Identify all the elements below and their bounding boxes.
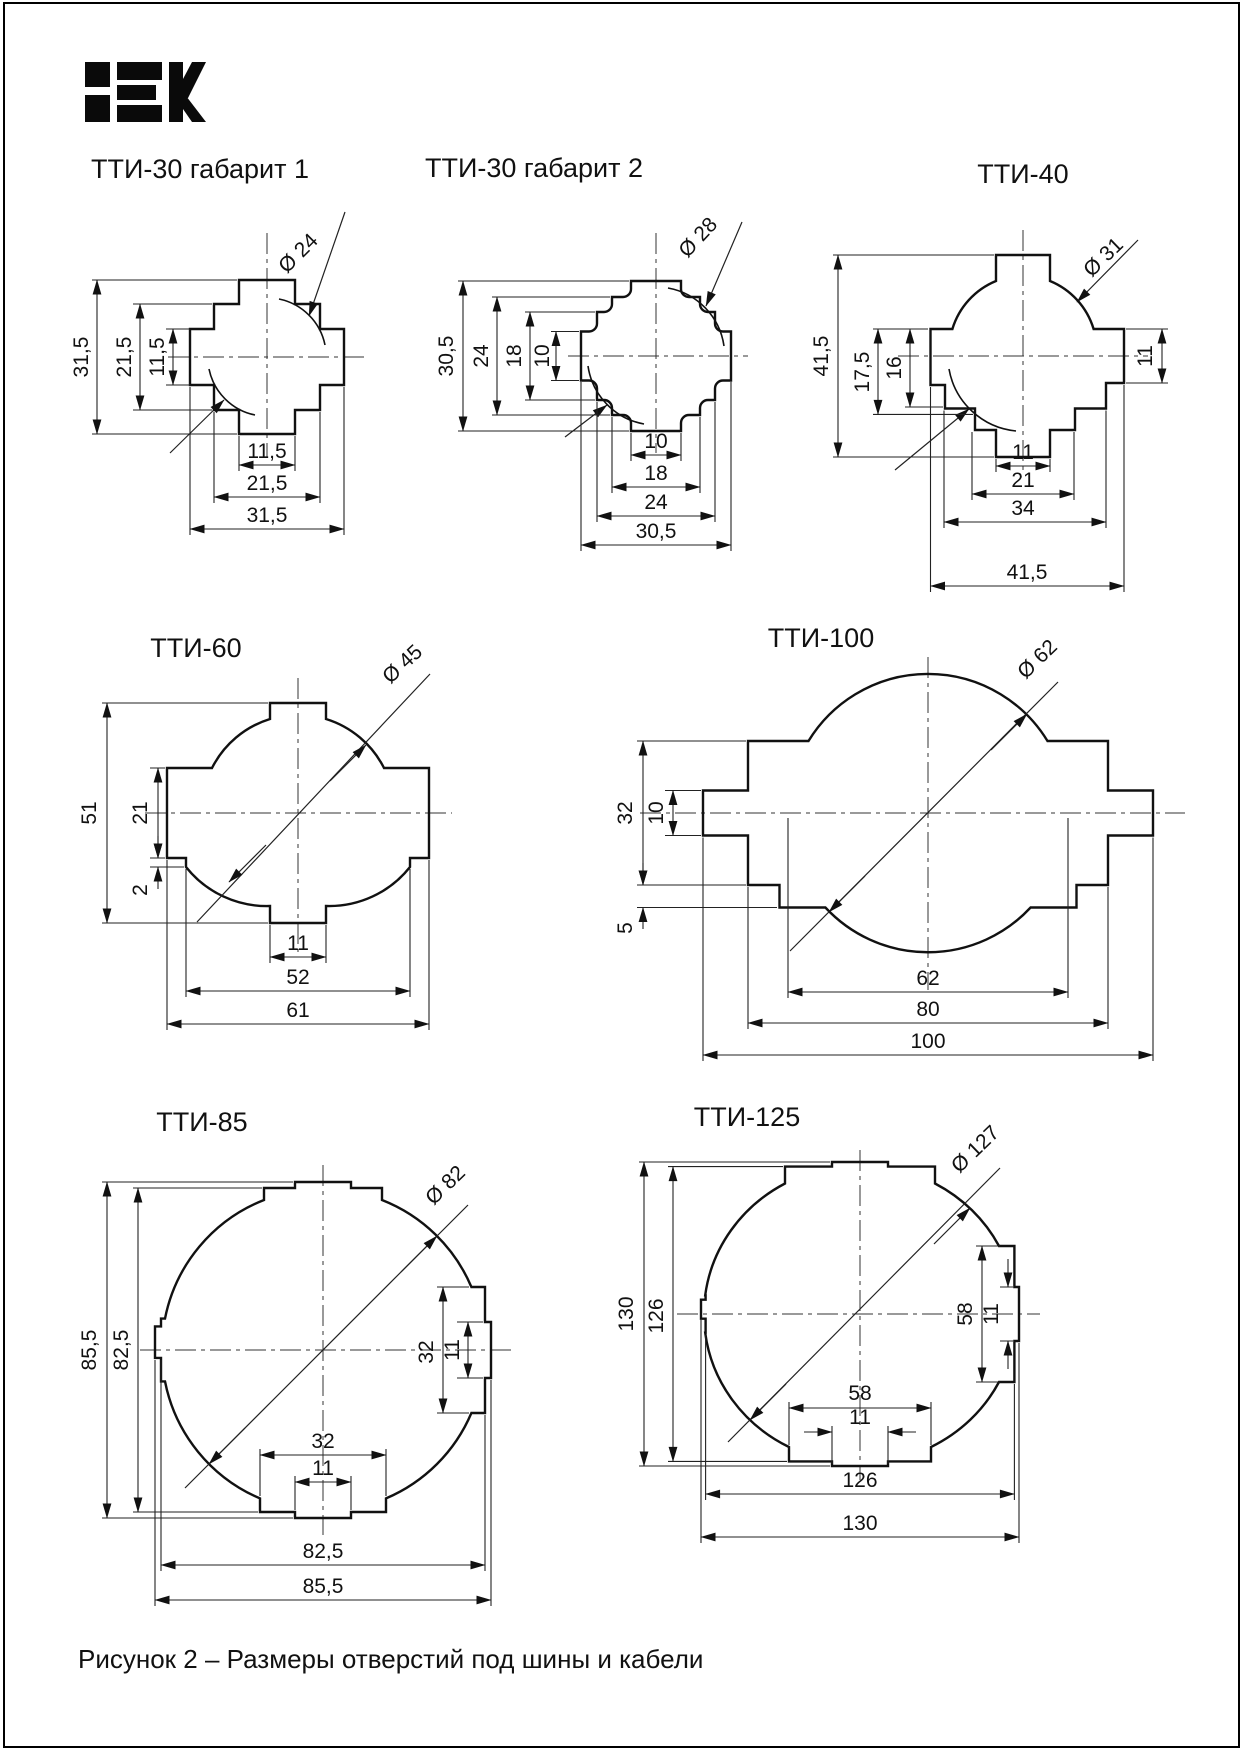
drawing-title: ТТИ-40: [977, 159, 1069, 189]
diameter-arrow: [991, 714, 1027, 750]
dim-label: 82,5: [110, 1329, 133, 1371]
diameter-leader: [895, 409, 969, 470]
dim-label: 58: [848, 1382, 872, 1405]
dim-label: 85,5: [78, 1329, 101, 1371]
inscribed-circle-arc: [949, 369, 1016, 431]
dim-label: 41,5: [1006, 561, 1048, 584]
dim-label: 126: [645, 1298, 668, 1334]
diameter-label: Ø 82: [421, 1161, 470, 1210]
dim-label: 130: [842, 1512, 878, 1535]
extension-lines: [102, 1182, 491, 1606]
drawing-title: ТТИ-85: [156, 1107, 248, 1137]
diameter-leader: [309, 212, 345, 316]
extension-lines: [833, 255, 1168, 592]
extension-lines: [639, 1162, 1019, 1543]
dim-label: 21,5: [246, 472, 288, 495]
dim-label: 11: [441, 1339, 464, 1361]
dim-label: 10: [531, 344, 554, 368]
dim-label: 5: [614, 922, 637, 934]
diameter-label: Ø 28: [674, 213, 723, 263]
dim-label: 62: [916, 967, 940, 990]
iek-logo: [85, 62, 206, 122]
diameter-label: Ø 62: [1013, 635, 1062, 684]
dim-label: 18: [644, 462, 668, 485]
dim-label: 100: [910, 1030, 946, 1053]
dim-label: 41,5: [810, 335, 833, 377]
drawing-title: ТТИ-125: [693, 1102, 801, 1132]
dim-label: 58: [954, 1302, 977, 1326]
diameter-arrow: [209, 1428, 245, 1464]
dim-label: 10: [645, 801, 668, 825]
drawing-tti-125: [615, 1102, 1040, 1543]
dim-label: 32: [415, 1340, 438, 1364]
drawing-tti-85: [78, 1107, 512, 1606]
dim-label: 11,5: [247, 440, 287, 463]
dim-label: 130: [615, 1296, 638, 1332]
dim-label: 30,5: [435, 335, 458, 377]
dim-label: 21: [1011, 469, 1035, 492]
diameter-arrow: [829, 876, 865, 912]
diameter-arrow: [750, 1384, 786, 1420]
dim-label: 31,5: [246, 504, 288, 527]
diameter-arrow: [934, 1208, 970, 1244]
dim-label: 24: [644, 491, 668, 514]
diameter-label: Ø 31: [1079, 233, 1128, 282]
dim-label: 18: [503, 344, 526, 368]
diameter-leader: [170, 400, 224, 453]
dim-label: 17,5: [851, 351, 874, 393]
drawing-tti-30-gabarit-2: [425, 153, 748, 551]
dim-label: 16: [883, 356, 906, 380]
dim-label: 11: [980, 1303, 1003, 1325]
extension-lines: [102, 703, 429, 1030]
dim-label: 11,5: [146, 337, 169, 377]
drawing-title: ТТИ-100: [767, 623, 875, 653]
dim-label: 11: [849, 1406, 871, 1429]
dim-label: 32: [614, 801, 637, 825]
dim-label: 61: [286, 999, 310, 1022]
drawing-tti-100: [614, 623, 1185, 1061]
dim-label: 51: [78, 801, 101, 825]
dim-label: 24: [470, 344, 493, 368]
dim-label: 52: [286, 966, 310, 989]
diameter-label: Ø 127: [946, 1121, 1005, 1178]
diameter-arrow: [229, 845, 266, 882]
diameter-label: Ø 24: [274, 229, 323, 278]
dim-label: 11: [312, 1457, 334, 1480]
figure-caption: Рисунок 2 – Размеры отверстий под шины и кабели: [78, 1644, 704, 1674]
drawing-tti-30-gabarit-1: [70, 154, 366, 535]
dim-label: 2: [129, 884, 152, 896]
drawing-title: ТТИ-60: [150, 633, 242, 663]
dim-label: 21: [129, 801, 152, 825]
diameter-label: Ø 45: [378, 640, 428, 689]
dim-label: 34: [1011, 497, 1035, 520]
dim-label: 10: [644, 430, 668, 453]
dim-label: 82,5: [302, 1540, 344, 1563]
drawing-tti-40: [810, 159, 1168, 592]
dim-label: 31,5: [70, 336, 93, 378]
drawing-title: ТТИ-30 габарит 2: [424, 153, 644, 183]
dim-label: 11: [1012, 441, 1034, 464]
drawing-tti-60: [78, 633, 452, 1030]
dim-label: 30,5: [635, 520, 677, 543]
dim-label: 11: [1134, 345, 1157, 367]
drawing-title: ТТИ-30 габарит 1: [90, 154, 310, 184]
dim-label: 80: [916, 998, 940, 1021]
diameter-arrow: [330, 745, 366, 781]
dim-label: 11: [287, 932, 309, 955]
inscribed-circle-arc: [279, 299, 325, 345]
dim-label: 21,5: [113, 336, 136, 378]
diameter-leader: [565, 405, 607, 437]
diameter-line: [197, 674, 430, 922]
diameter-arrow: [401, 1236, 437, 1272]
dim-label: 32: [311, 1430, 335, 1453]
dim-label: 126: [842, 1469, 878, 1492]
dim-label: 85,5: [302, 1575, 344, 1598]
